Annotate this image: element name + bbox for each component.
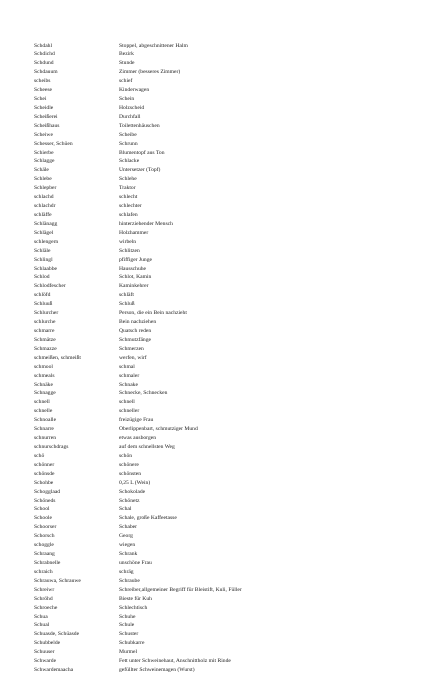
glossary-definition: Schale, große Kaffeetasse [119,515,177,522]
glossary-definition: Schuhe [119,613,136,620]
glossary-definition: Schaber [119,524,138,531]
glossary-term: Schöneds [34,497,56,504]
glossary-row [34,220,394,229]
glossary-row [34,309,394,318]
glossary-term: Schierbe [34,149,54,156]
glossary-term: schoggle [34,542,54,549]
glossary-definition: hinterziehender Mensch [119,220,173,227]
glossary-term: Scheese [34,87,53,94]
glossary-definition: Toilettenhäuschen [119,122,160,129]
glossary-definition: Durchfall [119,113,141,120]
glossary-row [34,550,394,559]
glossary-term: schlengern [34,238,59,245]
glossary-row [34,166,394,175]
glossary-definition: Person, die ein Bein nachzieht [119,310,187,317]
glossary-term: Schröhd [34,595,53,602]
glossary-term: Schwarde [34,658,57,665]
glossary-term: Schreiwr [34,586,55,593]
glossary-row [34,532,394,541]
glossary-row [34,345,394,354]
glossary-term: Schua [34,613,48,620]
glossary-definition: Schreiber,allgemeiner Begriff für Bleistift, Kuli, Füller [119,586,242,593]
glossary-row [34,175,394,184]
glossary-term: Schohbe [34,479,54,486]
glossary-definition: Schein [119,96,135,103]
glossary-term: schmeals [34,372,55,379]
glossary-row [34,211,394,220]
glossary-row [34,354,394,363]
glossary-row [34,389,394,398]
glossary-term: Schnäke [34,381,53,388]
glossary-row [34,416,394,425]
glossary-term: Schdauum [34,69,58,76]
glossary-term: schönsde [34,470,55,477]
glossary-row [34,104,394,113]
glossary-row [34,140,394,149]
glossary-definition: wirbeln [119,238,137,245]
glossary-term: schönner [34,461,55,468]
glossary-term: Schual [34,622,50,629]
glossary-term: Schlingl [34,256,53,263]
glossary-row [34,613,394,622]
glossary-term: scheibs [34,78,51,85]
glossary-definition: Holzhammer [119,229,149,236]
glossary-row [34,193,394,202]
glossary-row [34,461,394,470]
glossary-row [34,470,394,479]
glossary-term: schlurche [34,319,56,326]
glossary-definition: schönere [119,461,139,468]
glossary-row [34,398,394,407]
glossary-row [34,131,394,140]
glossary-definition: gefüllter Schweinemagen (Wurst) [119,667,195,674]
glossary-term: Schdahl [34,42,53,49]
glossary-row [34,595,394,604]
glossary-row [34,202,394,211]
glossary-term: schnelle [34,408,53,415]
glossary-definition: schneller [119,408,140,415]
glossary-definition: Schönetz [119,497,140,504]
glossary-definition: Stunde [119,60,135,67]
glossary-definition: schnell [119,399,135,406]
glossary-row [34,238,394,247]
glossary-definition: Quatsch reden [119,328,152,334]
glossary-row [34,666,394,675]
glossary-row [34,541,394,550]
glossary-term: Schoorser [34,524,57,531]
glossary-term: Schnagge [34,390,56,397]
glossary-definition: Schlechtisch [119,604,148,611]
glossary-row [34,300,394,309]
glossary-row [34,514,394,523]
glossary-row [34,59,394,68]
glossary-row [34,113,394,122]
glossary-term: Schuasde, Schüasde [34,631,80,638]
glossary-definition: Bieste für Kuh [119,595,152,602]
glossary-definition: schmal [119,363,135,370]
glossary-definition: Holzscheid [119,104,145,111]
glossary-term: Schluuß [34,301,53,308]
glossary-row [34,77,394,86]
glossary-definition: schlafen [119,212,138,219]
glossary-definition: Schrank [119,551,138,558]
glossary-row [34,577,394,586]
glossary-row [34,122,394,131]
glossary-term: Schlodfescher [34,283,66,290]
glossary-term: schmeißen, schmeißt [34,354,81,361]
glossary-term: Schorsch [34,533,55,540]
glossary-definition: Schlacke [119,158,140,165]
glossary-definition: Kinderwagen [119,87,150,94]
glossary-definition: Georg [119,533,133,540]
glossary-row [34,443,394,452]
glossary-term: Schlod [34,274,50,281]
glossary-row [34,265,394,274]
glossary-term: schlachdr [34,203,56,210]
glossary-definition: Schlot, Kamin [119,274,152,281]
glossary-definition: 0,25 L (Wein) [119,479,151,486]
glossary-definition: unschöne Frau [119,559,152,566]
glossary-term: schö [34,452,45,459]
glossary-term: schnell [34,399,50,406]
glossary-term: Schlaabbe [34,265,57,272]
glossary-term: schmool [34,363,53,370]
glossary-row [34,604,394,613]
glossary-definition: pfiffiger Junge [119,256,152,263]
glossary-term: Schraang [34,551,55,558]
glossary-row [34,434,394,443]
glossary-term: schnurren [34,435,57,442]
glossary-definition: Murmel [119,649,138,656]
glossary-row [34,497,394,506]
glossary-term: Schuuser [34,649,55,656]
glossary-term: schmarre [34,328,55,334]
glossary-term: Schroeche [34,604,58,611]
glossary-term: schraich [34,568,53,575]
glossary-term: Schnarre [34,426,54,433]
glossary-row [34,639,394,648]
glossary-row [34,256,394,265]
glossary-definition: Schule [119,622,135,629]
glossary-term: Schlepber [34,185,57,192]
glossary-definition: Schmerzen [119,345,144,352]
glossary-term: schnurschdrags [34,443,69,450]
glossary-term: Schmazze [34,345,57,352]
glossary-definition: werfen, wirf [119,354,147,361]
glossary-definition: auf dem schnellsten Weg [119,443,175,450]
glossary-term: Schnoalle [34,417,57,424]
glossary-term: Schesser, Schüen [34,140,73,147]
glossary-definition: Bein nachziehen [119,319,157,326]
glossary-definition: schlecht [119,194,138,201]
glossary-list [34,42,394,675]
glossary-definition: Fett unter Schweinehaut, Anschnittholz mit Rinde [119,658,231,665]
glossary-term: Schogglaad [34,488,61,495]
glossary-definition: Schokolade [119,488,146,495]
glossary-definition: wiegen [119,542,136,549]
glossary-definition: schräg [119,568,134,575]
glossary-definition: schönsten [119,470,142,477]
glossary-term: schläffe [34,212,52,219]
glossary-row [34,86,394,95]
glossary-definition: Schal [119,506,132,513]
glossary-term: Schdichd [34,51,55,58]
glossary-row [34,336,394,345]
glossary-definition: Schluß [119,301,135,308]
glossary-term: Schubbelde [34,640,61,647]
glossary-row [34,559,394,568]
glossary-definition: freizügige Frau [119,417,154,424]
glossary-row [34,291,394,300]
glossary-row [34,425,394,434]
glossary-row [34,157,394,166]
glossary-row [34,621,394,630]
glossary-definition: Stoppel, abgeschnittener Halm [119,42,188,49]
glossary-row [34,95,394,104]
glossary-term: Schrauwa, Schrauwe [34,577,81,584]
glossary-definition: Scheibe [119,131,137,138]
glossary-term: Scheidle [34,104,54,111]
glossary-row [34,407,394,416]
glossary-row [34,247,394,256]
glossary-row [34,184,394,193]
glossary-row [34,68,394,77]
glossary-row [34,381,394,390]
glossary-term: Schäle [34,167,49,174]
glossary-term: schlachd [34,194,54,201]
glossary-definition: schmaler [119,372,140,379]
glossary-row [34,523,394,532]
glossary-definition: Schuster [119,631,139,638]
glossary-definition: Bezirk [119,51,134,58]
glossary-definition: schlechter [119,203,142,210]
glossary-definition: Schmutzfänge [119,336,151,343]
glossary-term: Scheiwe [34,131,53,138]
glossary-term: Schlänagg [34,220,58,227]
glossary-row [34,229,394,238]
glossary-term: schlöfd [34,292,51,299]
glossary-term: Schlagge [34,158,55,165]
glossary-row [34,488,394,497]
glossary-term: Scheißhaus [34,122,60,129]
glossary-term: Schmätze [34,336,56,343]
glossary-definition: Schnake [119,381,138,388]
glossary-definition: schön [119,452,133,459]
glossary-term: Schlägel [34,229,54,236]
glossary-row [34,363,394,372]
glossary-row [34,505,394,514]
glossary-term: Schdund [34,60,54,67]
glossary-term: Schlurcher [34,310,59,317]
glossary-row [34,648,394,657]
glossary-row [34,657,394,666]
glossary-term: Schei [34,96,47,103]
glossary-definition: Schlitzen [119,247,140,254]
glossary-definition: Zimmer (besseres Zimmer) [119,69,181,76]
glossary-row [34,327,394,336]
glossary-row [34,372,394,381]
glossary-row [34,568,394,577]
glossary-definition: schief [119,78,133,85]
glossary-definition: Schlehe [119,176,137,183]
glossary-definition: Traktor [119,185,136,192]
glossary-definition: schläft [119,292,134,299]
glossary-definition: Schrunn [119,140,138,147]
glossary-row [34,586,394,595]
glossary-definition: Schnecke, Schnecken [119,390,168,397]
glossary-term: Scheißerei [34,113,58,120]
glossary-term: Schrabnelle [34,559,61,566]
glossary-row [34,630,394,639]
glossary-row [34,452,394,461]
glossary-definition: etwas ausborgen [119,435,157,442]
glossary-definition: Untersetzer (Topf) [119,167,161,174]
glossary-term: Schlebe [34,176,52,183]
glossary-definition: Hausschuhe [119,265,147,272]
glossary-row [34,149,394,158]
glossary-term: School [34,506,50,513]
glossary-row [34,42,394,51]
glossary-row [34,50,394,59]
glossary-term: Schoole [34,515,53,522]
glossary-definition: Blumentopf aus Ton [119,149,165,156]
glossary-definition: Schraube [119,577,140,584]
glossary-definition: Schubkarre [119,640,145,647]
glossary-term: Schläle [34,247,51,254]
glossary-term: Schwardemaacha [34,667,74,674]
glossary-row [34,282,394,291]
glossary-definition: Oberlippenbart, schmutziger Mund [119,426,198,433]
glossary-row [34,273,394,282]
glossary-definition: Kaminkehrer [119,283,149,290]
glossary-row [34,318,394,327]
glossary-row [34,479,394,488]
